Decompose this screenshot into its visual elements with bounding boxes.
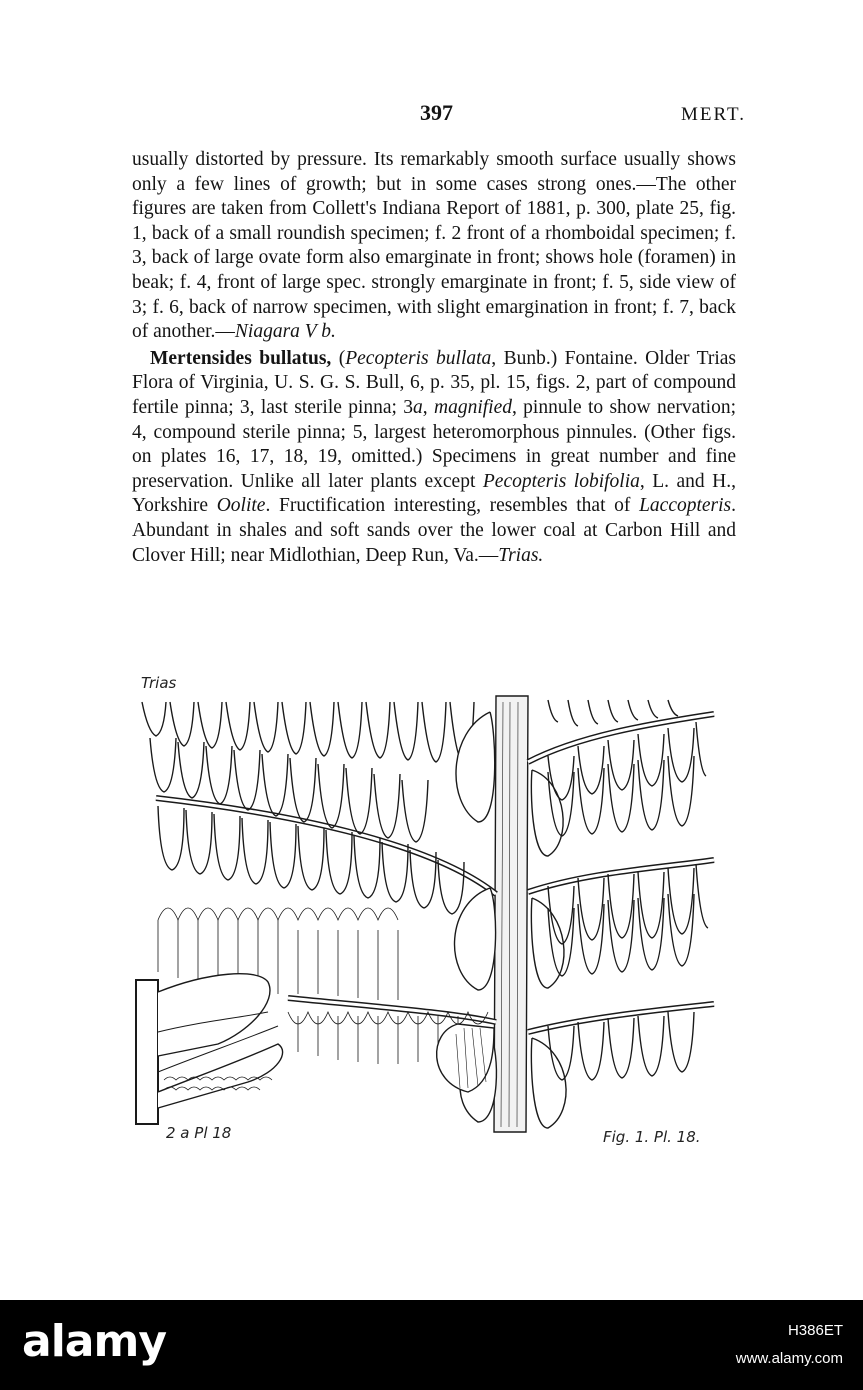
paragraph-brachiopod <box>132 148 736 345</box>
inset-magnified-pinnule <box>136 974 283 1124</box>
pecopteris-name: Pecopteris lobifolia <box>482 470 640 492</box>
fern-illustration <box>128 672 728 1162</box>
alamy-logo: alamy <box>22 1316 166 1367</box>
horizon-niagara: Niagara V b. <box>234 321 336 343</box>
laccopteris-name: Laccopteris <box>639 495 732 517</box>
page-number: 397 <box>420 100 453 125</box>
main-rachis <box>494 696 528 1132</box>
body-text <box>132 148 736 568</box>
running-head: MERT. <box>681 104 746 125</box>
watermark-bar <box>0 1300 863 1390</box>
figure-label-inset: 2 a Pl 18 <box>166 1124 232 1142</box>
figure-label-main: Fig. 1. Pl. 18. <box>603 1128 701 1146</box>
figure-label-trias: Trias <box>141 674 177 692</box>
fern-drawing <box>128 672 728 1162</box>
paragraph-mertensides: Mertensides bullatus, (Pecopteris bullata, Bunb.) Fontaine. Older Trias Flora of Virginia, U. S. G. S. Bull, 6, p. 35, pl. 15, figs. 2, part of compound fertile pinna; 3, last sterile pinna; 3a, magnified, pinnule to show nervation; 4, compound sterile pinna; 5, largest heteromorphous pinnules. (Other figs. on plates 16, 17, 18, 19, omitted.) Specimens in great number and fine preservation. Unlike all later plants except Pecopteris lobifolia, L. and H., Yorkshire Oolite. Fructification interesting, resembles that of Laccopteris. Abundant in shales and soft sands over the lower coal at Carbon Hill and Clover Hill; near Midlothian, Deep Run, Va.—Trias. <box>132 347 737 566</box>
magnified-term: magnified <box>433 396 512 418</box>
page-header <box>0 100 863 130</box>
watermark-url: www.alamy.com <box>735 1350 843 1367</box>
synonym-name: Pecopteris bullata <box>345 347 492 369</box>
horizon-trias: Trias. <box>498 544 544 566</box>
paragraph-1-text: usually distorted by pressure. Its remarkably smooth surface usually shows only a few lines of growth; but in some cases strong ones.—The other figures are taken from Collett's Indiana Report of 1881, p. 300, plate 25, fig. 1, back of a small roundish specimen; f. 2 front of a rhomboidal specimen; f. 3, back of large ovate form also emarginate in front; shows hole (foramen) in beak; f. 4, front of large spec. strongly emarginate in front; f. 5, side view of 3; f. 6, back of narrow specimen, with slight emargination in front; f. 7, back of another.— <box>132 149 736 343</box>
species-name: Mertensides bullatus, <box>150 347 332 369</box>
image-id: H386ET <box>787 1322 843 1339</box>
left-pinna-rachis-1 <box>156 798 496 894</box>
oolite-term: Oolite <box>216 495 266 517</box>
